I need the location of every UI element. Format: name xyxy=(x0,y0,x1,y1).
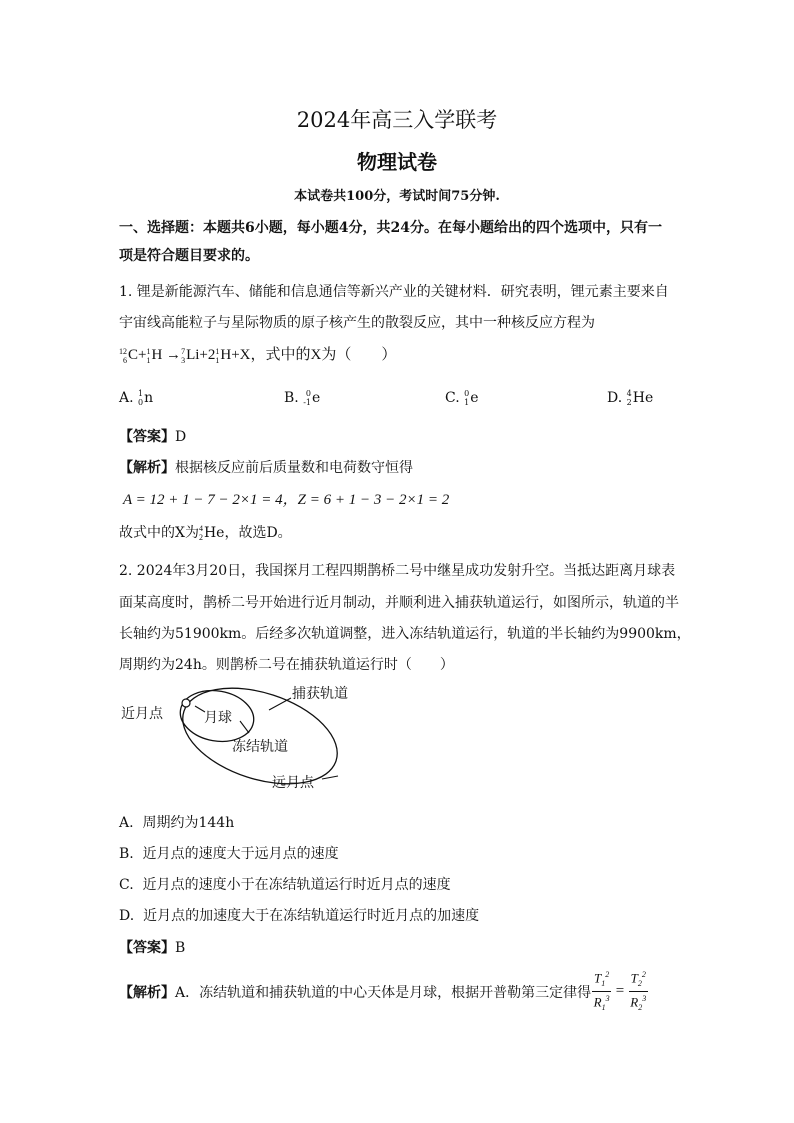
conclusion-text-b: He，故选D。 xyxy=(203,525,292,541)
q2-stem-line1: 2. 2024年3月20日，我国探月工程四期鹊桥二号中继星成功发射升空。当抵达距离月球表 xyxy=(119,563,676,579)
option-sup: 0 xyxy=(305,389,311,398)
analysis-tag: 【解析】 xyxy=(119,985,175,1001)
conclusion-text-a: 故式中的X为 xyxy=(119,525,199,541)
option-sup: 4 xyxy=(626,389,632,398)
q2-stem-line4: 周期约为24h。则鹊桥二号在捕获轨道运行时（ ） xyxy=(119,657,454,673)
answer-tag: 【答案】 xyxy=(119,940,175,956)
perilune-label: 近月点 xyxy=(121,706,163,722)
analysis-text: 根据核反应前后质量数和电荷数守恒得 xyxy=(175,460,413,476)
q2-option-a xyxy=(119,812,234,832)
option-sup: 1 xyxy=(138,389,144,398)
option-text: n xyxy=(144,390,154,406)
option-text: 周期约为144h xyxy=(142,815,235,831)
q1-option-c xyxy=(445,389,479,407)
q1-conclusion: 故式中的X为 4 2 He，故选D。 xyxy=(119,524,292,542)
option-letter: C. xyxy=(119,877,134,893)
q1-stem-line2: 宇宙线高能粒子与星际物质的原子核产生的散裂反应，其中一种核反应方程为 xyxy=(119,315,595,331)
exam-note: 本试卷共100分，考试时间75分钟. xyxy=(294,189,500,204)
answer-tag: 【答案】 xyxy=(119,429,175,445)
option-text: 近月点的速度小于在冻结轨道运行时近月点的速度 xyxy=(142,877,451,893)
q1-equation: 12 6 C+ 1 1 H → 7 3 Li+2 1 1 H+X，式中的X为（ ） xyxy=(119,346,397,365)
apolune-label: 远月点 xyxy=(272,775,314,791)
moon-icon xyxy=(182,699,190,707)
q1-stem-line1: 1. 锂是新能源汽车、储能和信息通信等新兴产业的关键材料．研究表明，锂元素主要来自 xyxy=(119,284,669,300)
option-letter: B. xyxy=(119,846,134,862)
option-text: e xyxy=(312,390,321,406)
q1-formula: A = 12 + 1 − 7 − 2×1 = 4，Z = 6 + 1 − 3 − 2×1 = 2 xyxy=(123,492,450,508)
analysis-tag: 【解析】 xyxy=(119,460,175,476)
apolune-leader-line xyxy=(322,776,338,779)
option-text: 近月点的加速度大于在冻结轨道运行时近月点的加速度 xyxy=(143,908,480,924)
q1-equation-tail: ，式中的X为（ ） xyxy=(250,347,397,363)
q1-answer xyxy=(119,426,186,446)
option-text: He xyxy=(632,390,654,406)
option-letter: D. xyxy=(119,908,135,924)
q2-option-b xyxy=(119,843,339,863)
option-letter: A. xyxy=(119,815,134,831)
q1-option-a xyxy=(119,389,153,407)
q1-analysis xyxy=(119,457,413,477)
option-letter: B. xyxy=(284,390,299,406)
option-letter: C. xyxy=(445,390,460,406)
option-letter: D. xyxy=(607,390,623,406)
option-sub: -1 xyxy=(303,398,311,407)
frozen-orbit-label: 冻结轨道 xyxy=(232,739,288,755)
analysis-text: A．冻结轨道和捕获轨道的中心天体是月球，根据开普勒第三定律得 xyxy=(175,985,592,1001)
q2-analysis xyxy=(119,982,591,1002)
section-heading-line2: 项是符合题目要求的。 xyxy=(119,248,259,264)
moon-label: 月球 xyxy=(204,710,232,726)
q2-option-c xyxy=(119,874,451,894)
option-text: 近月点的速度大于远月点的速度 xyxy=(142,846,339,862)
q2-option-d xyxy=(119,905,479,925)
exam-title: 2024年高三入学联考 xyxy=(296,108,498,132)
option-sup: 0 xyxy=(464,389,470,398)
subject-title: 物理试卷 xyxy=(357,150,437,174)
answer-value: D xyxy=(175,429,187,445)
q1-option-d xyxy=(607,389,653,407)
option-sub: 1 xyxy=(464,398,470,407)
orbit-diagram xyxy=(115,678,355,798)
q1-option-b xyxy=(284,389,320,407)
option-letter: A. xyxy=(119,390,134,406)
frozen-orbit-leader-line xyxy=(240,721,249,733)
option-sub: 2 xyxy=(626,398,632,407)
option-sub: 0 xyxy=(138,398,144,407)
capture-orbit-leader-line xyxy=(269,698,291,710)
q2-stem-line2: 面某高度时，鹊桥二号开始进行近月制动，并顺利进入捕获轨道运行，如图所示，轨道的半 xyxy=(119,595,679,611)
section-heading-line1: 一、选择题：本题共6小题，每小题4分，共24分。在每小题给出的四个选项中，只有一 xyxy=(119,220,662,236)
kepler-third-law-formula: $\frac{T_1^2}{R_1^3}$ = $\frac{T_2^2}{R_2^3}$ xyxy=(593,970,647,1012)
q2-stem-line3: 长轴约为51900km。后经多次轨道调整，进入冻结轨道运行，轨道的半长轴约为9900km， xyxy=(119,626,691,642)
q2-answer xyxy=(119,937,185,957)
option-text: e xyxy=(470,390,479,406)
capture-orbit-label: 捕获轨道 xyxy=(292,686,348,702)
answer-value: B xyxy=(175,940,186,956)
